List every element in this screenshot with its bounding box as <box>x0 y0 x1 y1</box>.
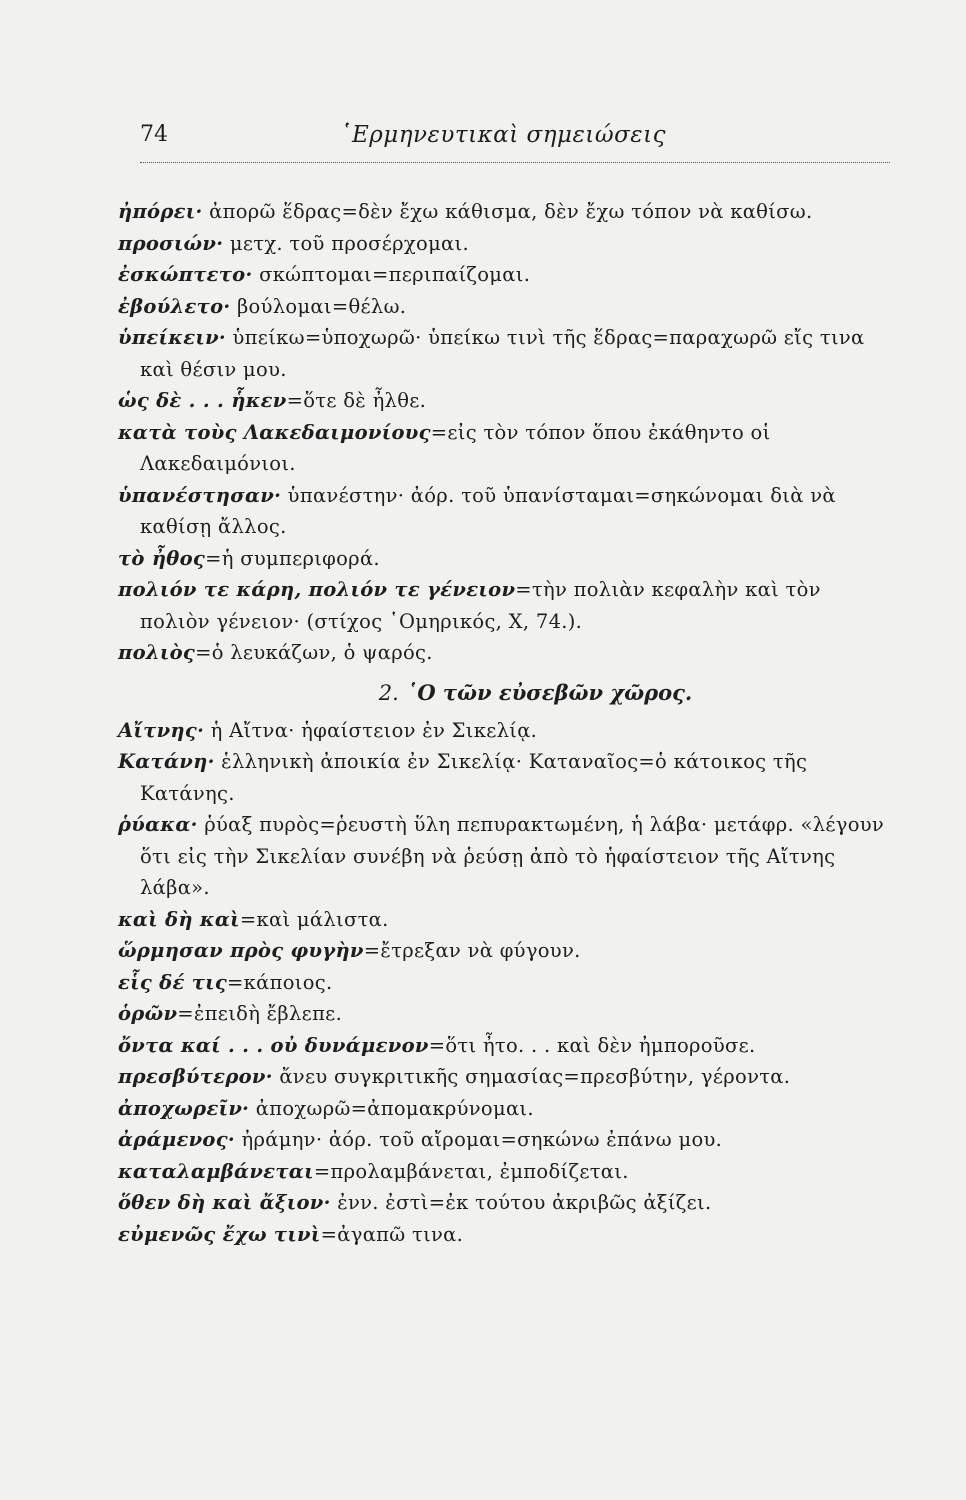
entry-lemma: ὅθεν δὴ καὶ ἄξιον· <box>118 1191 331 1214</box>
entry-gloss: ἡ Αἴτνα· ἡφαίστειον ἐν Σικελίᾳ. <box>204 718 538 742</box>
entry-lemma: κατὰ τοὺς Λακεδαιμονίους <box>118 420 431 444</box>
commentary-entry <box>118 291 893 323</box>
commentary-entry <box>118 259 893 291</box>
commentary-entry <box>118 1061 893 1093</box>
running-title: ῾Ερμηνευτικαὶ σημειώσεις <box>340 122 667 148</box>
commentary-entry <box>118 228 893 260</box>
commentary-entry <box>118 935 893 967</box>
entry-gloss: ῥύαξ πυρὸς=ῥευστὴ ὕλη πεπυρακτωμένη, ἡ λάβα· μετάφρ. «λέγουν ὅτι εἰς τὴν Σικελίαν συνέβη νὰ ῥεύσῃ ἀπὸ τὸ ἡφαίστειον τῆς Αἴτνης λάβα». <box>140 813 885 899</box>
entry-lemma: ἀράμενος· <box>118 1128 236 1151</box>
commentary-entry <box>118 715 893 747</box>
entry-lemma: Αἴτνης· <box>118 718 205 742</box>
entry-gloss: =ὁ λευκάζων, ὁ ψαρός. <box>195 641 433 664</box>
entry-lemma: εὐμενῶς ἔχω τινὶ <box>118 1222 321 1246</box>
entry-gloss: =τὴν πολιὰν κεφαλὴν καὶ τὸν πολιὸν γένειον· (στίχος ῾Ομηρικός, Χ, 74.). <box>140 578 821 633</box>
commentary-entry <box>118 1219 893 1251</box>
entry-gloss: =καὶ μάλιστα. <box>239 907 389 931</box>
entry-gloss: =προλαμβάνεται, ἐμποδίζεται. <box>313 1159 629 1183</box>
entry-gloss: ἑλληνικὴ ἀποικία ἐν Σικελίᾳ· Καταναῖος=ὁ κάτοικος τῆς Κατάνης. <box>140 750 808 805</box>
commentary-entry <box>118 1124 893 1156</box>
entry-lemma: ὥρμησαν πρὸς φυγὴν <box>118 939 364 962</box>
entry-gloss: ἄνευ συγκριτικῆς σημασίας=πρεσβύτην, γέροντα. <box>272 1065 791 1088</box>
commentary-entry <box>118 904 893 936</box>
commentary-entries <box>118 196 893 1250</box>
entry-gloss: μετχ. τοῦ προσέρχομαι. <box>223 231 469 255</box>
commentary-entry <box>118 967 893 999</box>
entry-lemma: ὑπείκειν· <box>118 326 227 349</box>
entry-gloss: ἠράμην· ἀόρ. τοῦ αἴρομαι=σηκώνω ἐπάνω μου. <box>235 1128 723 1151</box>
entry-list-2 <box>118 715 893 1251</box>
entry-lemma: ῥύακα· <box>118 813 198 836</box>
entry-lemma: εἷς δέ τις <box>118 970 228 994</box>
entry-lemma: καὶ δὴ καὶ <box>118 907 240 931</box>
commentary-entry <box>118 1093 893 1125</box>
commentary-entry <box>118 1187 893 1219</box>
entry-gloss: ἐνν. ἐστὶ=ἐκ τούτου ἀκριβῶς ἀξίζει. <box>330 1191 712 1214</box>
entry-gloss: =εἰς τὸν τόπον ὅπου ἐκάθηντο οἱ Λακεδαιμόνιοι. <box>140 420 771 475</box>
entry-gloss: βούλομαι=θέλω. <box>230 294 407 318</box>
entry-gloss: =ἔτρεξαν νὰ φύγουν. <box>363 939 581 962</box>
commentary-entry <box>118 417 893 480</box>
commentary-entry <box>118 637 893 669</box>
entry-lemma: ἀποχωρεῖν· <box>118 1096 250 1120</box>
commentary-entry <box>118 196 893 228</box>
entry-lemma: ἐσκώπτετο· <box>118 263 253 286</box>
entry-gloss: =κάποιος. <box>227 970 333 994</box>
commentary-entry <box>118 1030 893 1062</box>
entry-gloss: =ἀγαπῶ τινα. <box>320 1222 464 1246</box>
page-number: 74 <box>140 122 168 147</box>
entry-lemma: ἠπόρει· <box>118 200 203 223</box>
section-number: 2. <box>378 680 399 705</box>
entry-lemma: καταλαμβάνεται <box>118 1159 314 1183</box>
entry-gloss: ἀποχωρῶ=ἀπομακρύνομαι. <box>249 1096 534 1120</box>
entry-lemma: Κατάνη· <box>118 750 215 773</box>
entry-lemma: πολιόν τε κάρη, πολιόν τε γένειον <box>118 578 516 601</box>
entry-gloss: ὑπείκω=ὑποχωρῶ· ὑπείκω τινὶ τῆς ἕδρας=παραχωρῶ εἴς τινα καὶ θέσιν μου. <box>140 326 865 381</box>
entry-gloss: ὑπανέστην· ἀόρ. τοῦ ὑπανίσταμαι=σηκώνομαι διὰ νὰ καθίσῃ ἄλλος. <box>140 483 836 538</box>
commentary-entry <box>118 543 893 575</box>
commentary-entry <box>118 1156 893 1188</box>
commentary-entry <box>118 746 893 809</box>
page-header <box>140 118 890 163</box>
entry-lemma: ὁρῶν <box>118 1002 178 1025</box>
entry-lemma: ὑπανέστησαν· <box>118 483 282 507</box>
entry-gloss: ἀπορῶ ἕδρας=δὲν ἔχω κάθισμα, δὲν ἔχω τόπον νὰ καθίσω. <box>202 200 813 223</box>
entry-gloss: =ἡ συμπεριφορά. <box>205 546 380 570</box>
entry-lemma: πολιὸς <box>118 641 196 664</box>
entry-lemma: τὸ ἦθος <box>118 546 206 570</box>
commentary-entry <box>118 574 893 637</box>
entry-gloss: =ὅτε δὲ ἦλθε. <box>286 389 427 412</box>
entry-lemma: πρεσβύτερον· <box>118 1065 273 1088</box>
commentary-entry <box>118 385 893 417</box>
section-title: ῾Ο τῶν εὐσεβῶν χῶρος. <box>406 679 693 705</box>
section-heading <box>118 673 893 713</box>
commentary-entry <box>118 480 893 543</box>
entry-gloss: =ὅτι ἦτο. . . καὶ δὲν ἠμποροῦσε. <box>428 1033 756 1057</box>
entry-gloss: =ἐπειδὴ ἔβλεπε. <box>177 1002 343 1025</box>
entry-lemma: ἐβούλετο· <box>118 294 231 318</box>
entry-gloss: σκώπτομαι=περιπαίζομαι. <box>252 263 531 286</box>
entry-lemma: ὄντα καί . . . οὐ δυνάμενον <box>118 1033 429 1057</box>
commentary-entry <box>118 322 893 385</box>
entry-lemma: προσιών· <box>118 231 224 255</box>
commentary-entry <box>118 998 893 1030</box>
entry-list-1 <box>118 196 893 669</box>
entry-lemma: ὡς δὲ . . . ἧκεν <box>118 389 287 412</box>
commentary-entry <box>118 809 893 904</box>
